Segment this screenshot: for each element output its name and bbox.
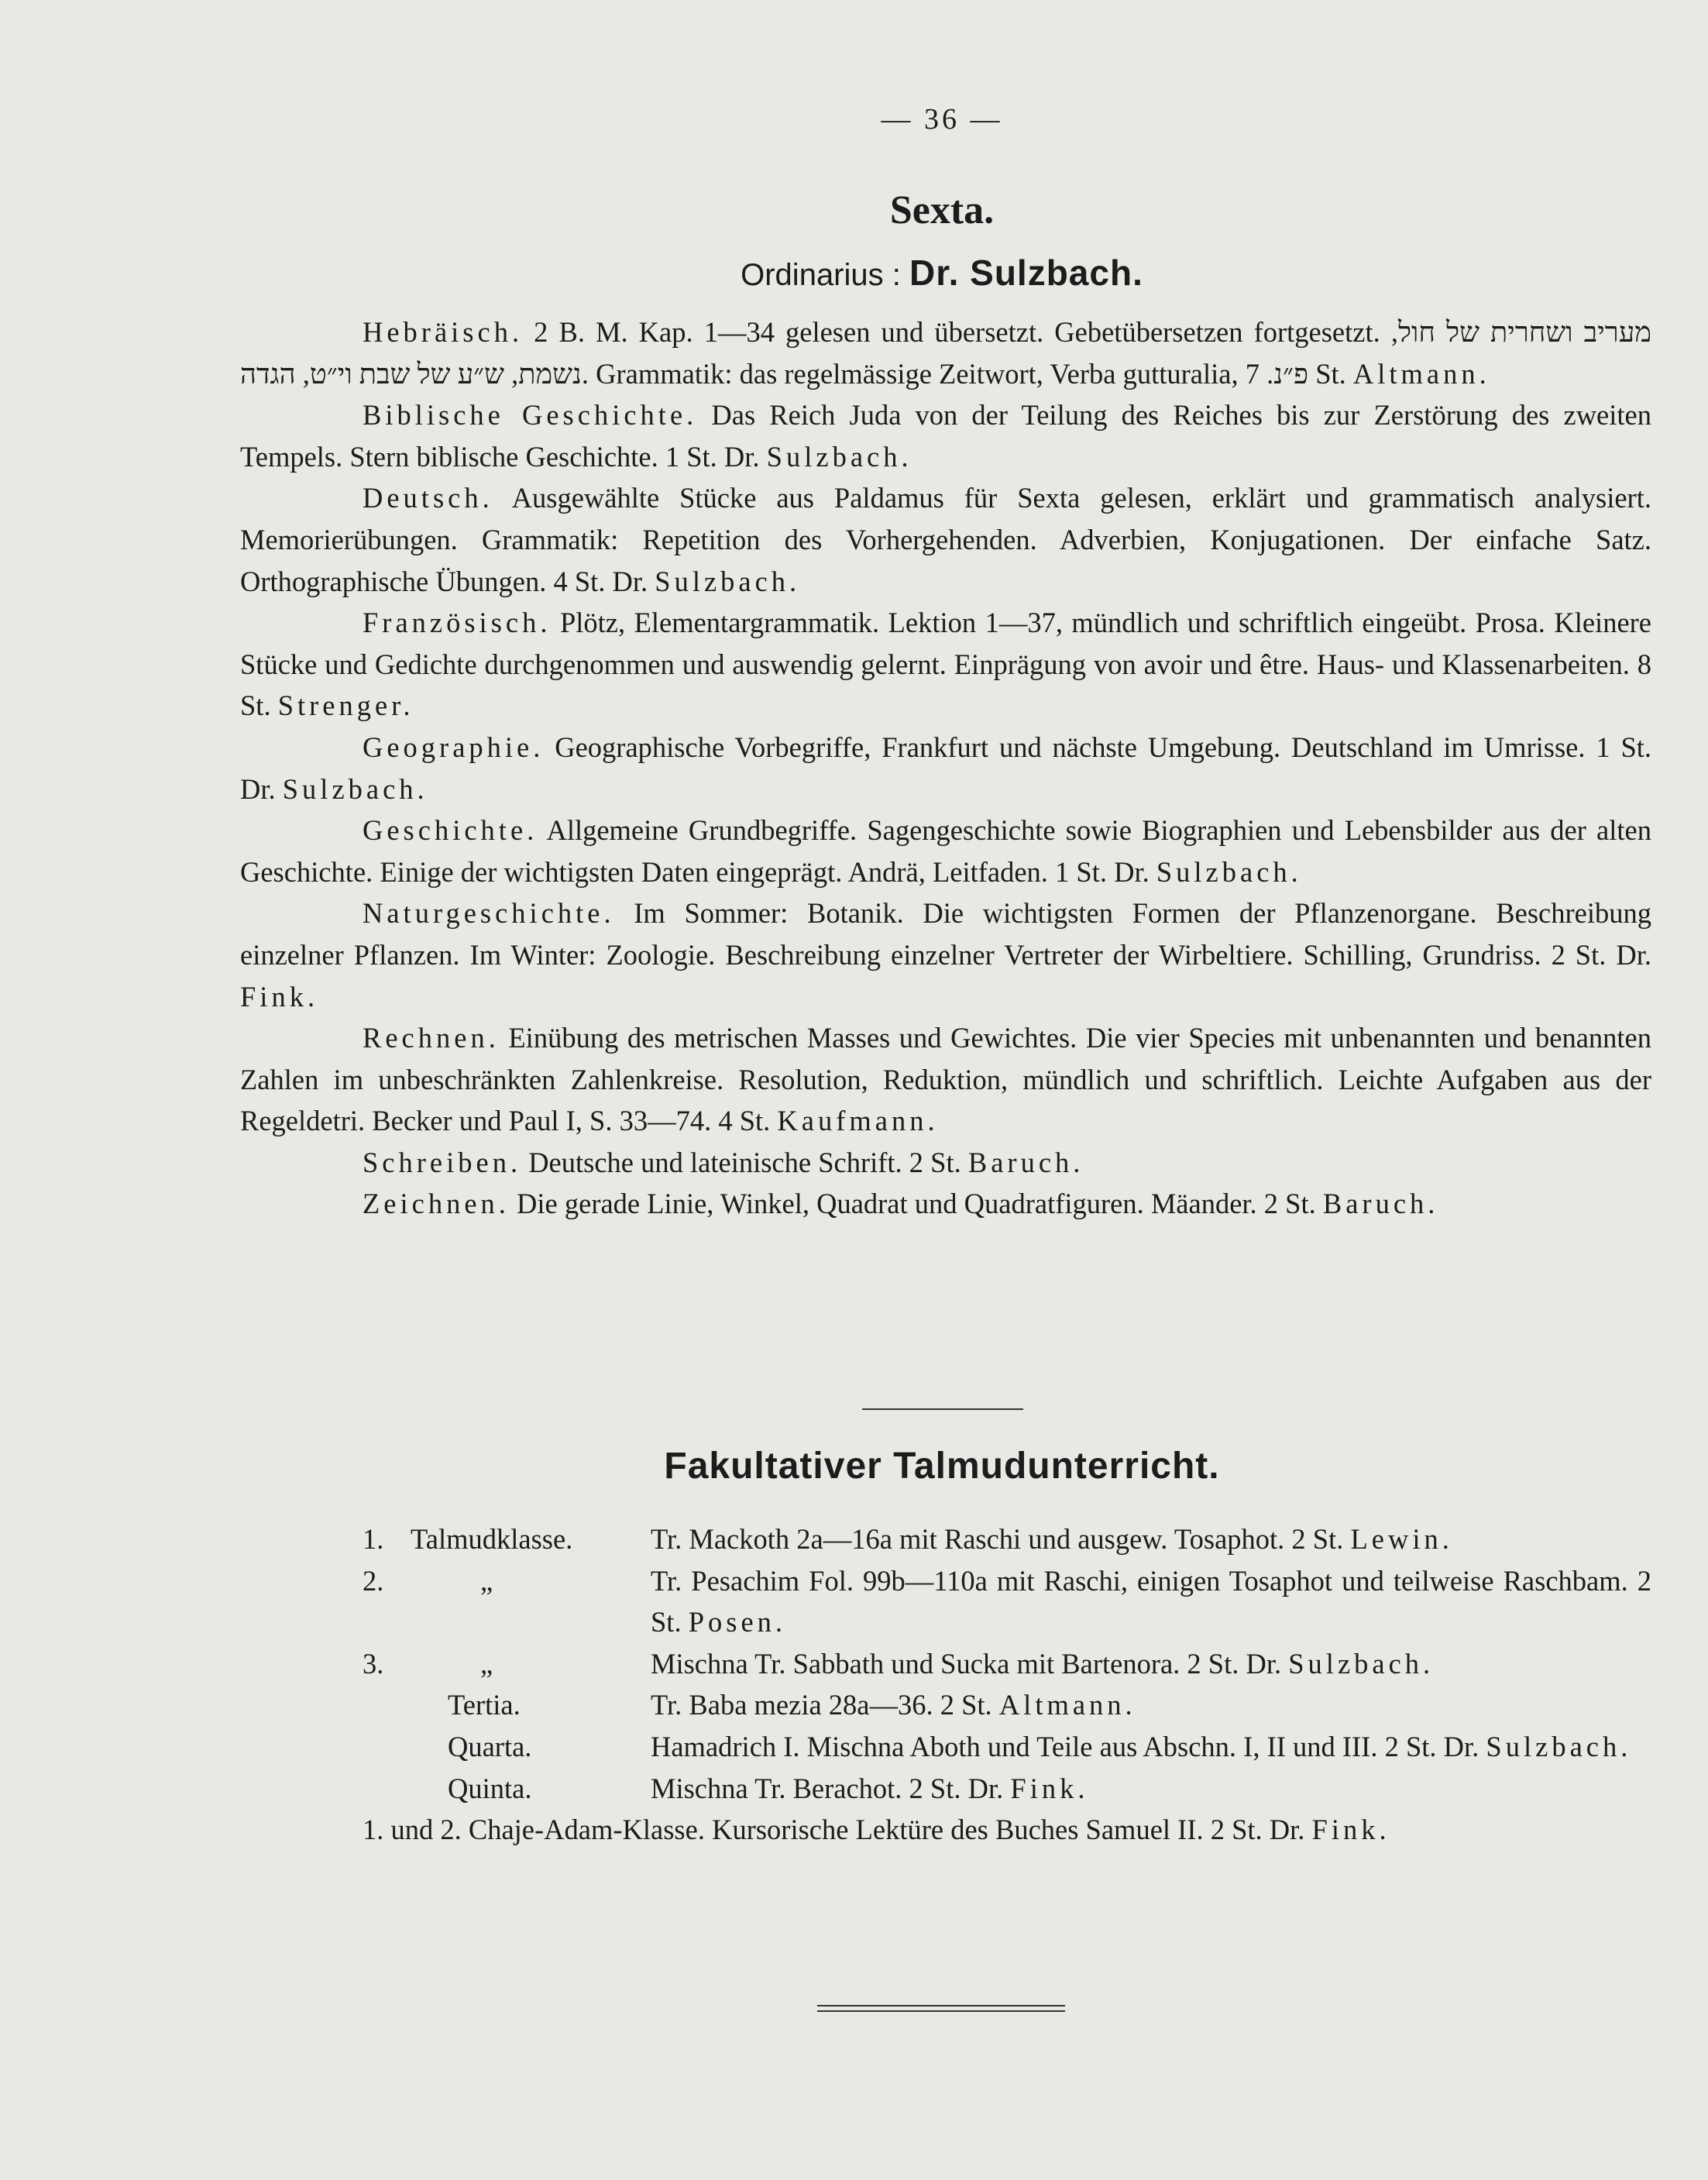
subject-hebraeisch — [240, 311, 1651, 394]
row-text: Mischna Tr. Sabbath und Sucka mit Bartenora. 2 St. Dr. — [651, 1647, 1282, 1680]
hebrew-prayers: מעריב ושחרית של חול, נשמת, ש״ע של שבת וי״ט, הגדה — [240, 316, 1652, 390]
talmud-row — [240, 1643, 1651, 1685]
talmud-row — [240, 1560, 1651, 1643]
row-text: Mischna Tr. Berachot. 2 St. Dr. — [651, 1772, 1004, 1804]
page-number: — 36 — — [881, 103, 1003, 136]
talmud-row — [240, 1684, 1651, 1726]
teacher-name: Lewin. — [1350, 1523, 1453, 1555]
hebrew-abbrev: פ״נ — [1273, 357, 1309, 390]
teacher-name: Sulzbach. — [655, 565, 801, 597]
subject-biblische-geschichte — [240, 394, 1651, 477]
subject-zeichnen — [240, 1183, 1651, 1225]
subject-schreiben — [240, 1142, 1651, 1184]
teacher-name: Fink. — [1010, 1772, 1089, 1804]
subject-name: Geographie. — [363, 731, 545, 763]
subject-geschichte — [240, 810, 1651, 892]
teacher-name: Sulzbach. — [766, 440, 912, 473]
teacher-name: Kaufmann. — [777, 1105, 939, 1137]
subject-text: Im Sommer: Botanik. Die wichtigsten Formen der Pflanzenorgane. Beschreibung einzelner Pflanzen. Im Winter: Zoologie. Beschreibung einzelner Vertreter der Wirbeltiere. Schilling, Grundriss. 2 St. Dr. — [240, 897, 1651, 971]
subject-geographie — [240, 727, 1651, 810]
subject-text-3: . 7 St. — [1245, 357, 1346, 390]
class-name: Talmudklasse. — [411, 1523, 573, 1555]
row-text: Hamadrich I. Mischna Aboth und Teile aus Abschn. I, II und III. 2 St. Dr. — [651, 1730, 1479, 1762]
talmud-list — [240, 1518, 1651, 1851]
teacher-name: Strenger. — [277, 689, 414, 722]
ordinarius-label: Ordinarius : — [741, 258, 901, 292]
section-divider — [862, 1408, 1023, 1410]
subject-text: Die gerade Linie, Winkel, Quadrat und Quadratfiguren. Mäander. 2 St. — [517, 1188, 1316, 1220]
ditto-mark: „ — [480, 1564, 493, 1597]
teacher-name: Baruch. — [1322, 1188, 1439, 1220]
ordinarius-name: Dr. Sulzbach. — [909, 253, 1143, 293]
row-number: 2. — [363, 1564, 384, 1597]
teacher-name: Sulzbach. — [1486, 1730, 1632, 1762]
teacher-name: Altmann. — [1352, 357, 1490, 390]
subject-text: Geographische Vorbegriffe, Frankfurt und nächste Umgebung. Deutschland im Umrisse. 1 St. Dr. — [240, 731, 1652, 805]
chaje-adam-row — [240, 1809, 1651, 1851]
subject-rechnen — [240, 1017, 1651, 1142]
subject-name: Deutsch. — [363, 482, 493, 514]
subject-name: Hebräisch. — [363, 316, 524, 348]
class-name: Quarta. — [448, 1730, 532, 1762]
row-number: 3. — [363, 1647, 384, 1680]
talmud-row — [240, 1768, 1651, 1810]
talmud-row — [240, 1726, 1651, 1768]
ordinarius-line — [0, 252, 1708, 294]
subject-text: Plötz, Elementargrammatik. Lektion 1—37, mündlich und schriftlich eingeübt. Prosa. Kleinere Stücke und Gedichte durchgenommen und auswendig gelernt. Einprägung von avoir und être. Haus- und Klassenarbeiten. 8 St. — [240, 607, 1651, 722]
subject-naturgeschichte — [240, 892, 1651, 1017]
teacher-name: Sulzbach. — [1288, 1647, 1435, 1680]
ditto-mark: „ — [480, 1647, 493, 1680]
class-name: 1. und 2. Chaje-Adam-Klasse. — [363, 1814, 705, 1846]
teacher-name: Posen. — [688, 1606, 787, 1638]
row-number: 1. — [363, 1523, 384, 1555]
subject-franzoesisch — [240, 602, 1651, 727]
talmud-row — [240, 1518, 1651, 1560]
subject-deutsch — [240, 477, 1651, 602]
subject-text-2: . Grammatik: das regelmässige Zeitwort, Verba gutturalia, — [581, 357, 1239, 390]
row-text: Tr. Baba mezia 28a—36. 2 St. — [651, 1689, 992, 1721]
row-text: Tr. Pesachim Fol. 99b—110a mit Raschi, einigen Tosaphot und teilweise Raschbam. 2 St. — [651, 1564, 1651, 1638]
subject-text: 2 B. M. Kap. 1—34 gelesen und übersetzt. Gebetübersetzen fortgesetzt. — [534, 316, 1380, 348]
teacher-name: Fink. — [240, 980, 319, 1013]
subject-text: Deutsche und lateinische Schrift. 2 St. — [528, 1146, 961, 1178]
class-name: Tertia. — [448, 1689, 521, 1721]
row-text: Tr. Mackoth 2a—16a mit Raschi und ausgew. Tosaphot. 2 St. — [651, 1523, 1344, 1555]
subject-name: Französisch. — [363, 607, 552, 639]
subject-text: Ausgewählte Stücke aus Paldamus für Sexta gelesen, erklärt und grammatisch analysiert. Memorierübungen. Grammatik: Repetition des Vorhergehenden. Adverbien, Konjugationen. Der einfache Satz. Orthographische Übungen. 4 St. Dr. — [240, 482, 1651, 597]
subject-name: Schreiben. — [363, 1146, 522, 1178]
class-title: Sexta. — [889, 188, 995, 232]
teacher-name: Sulzbach. — [1156, 855, 1302, 888]
curriculum-body — [240, 311, 1651, 1225]
subject-text: Allgemeine Grundbegriffe. Sagengeschichte sowie Biographien und Lebensbilder aus der alten Geschichte. Einige der wichtigsten Daten eingeprägt. Andrä, Leitfaden. 1 St. Dr. — [240, 814, 1651, 888]
subject-text: Das Reich Juda von der Teilung des Reiches bis zur Zerstörung des zweiten Tempels. Stern biblische Geschichte. 1 St. Dr. — [240, 399, 1651, 473]
end-double-rule — [817, 2005, 1065, 2012]
subject-name: Naturgeschichte. — [363, 897, 615, 930]
subject-name: Zeichnen. — [363, 1188, 510, 1220]
teacher-name: Sulzbach. — [282, 772, 428, 805]
teacher-name: Fink. — [1311, 1814, 1390, 1846]
section-title: Fakultativer Talmudunterricht. — [664, 1446, 1220, 1487]
teacher-name: Altmann. — [998, 1689, 1136, 1721]
subject-text: Einübung des metrischen Masses und Gewichtes. Die vier Species mit unbenannten und benannten Zahlen im unbeschränkten Zahlenkreise. Resolution, Reduktion, mündlich und schriftlich. Leichte Aufgaben aus der Regeldetri. Becker und Paul I, S. 33—74. 4 St. — [240, 1022, 1651, 1137]
subject-name: Rechnen. — [363, 1022, 500, 1054]
teacher-name: Baruch. — [967, 1146, 1084, 1178]
subject-name: Geschichte. — [363, 814, 538, 847]
class-name: Quinta. — [448, 1772, 532, 1804]
subject-name: Biblische Geschichte. — [363, 399, 698, 432]
row-text: Kursorische Lektüre des Buches Samuel II. 2 St. Dr. — [712, 1814, 1305, 1846]
